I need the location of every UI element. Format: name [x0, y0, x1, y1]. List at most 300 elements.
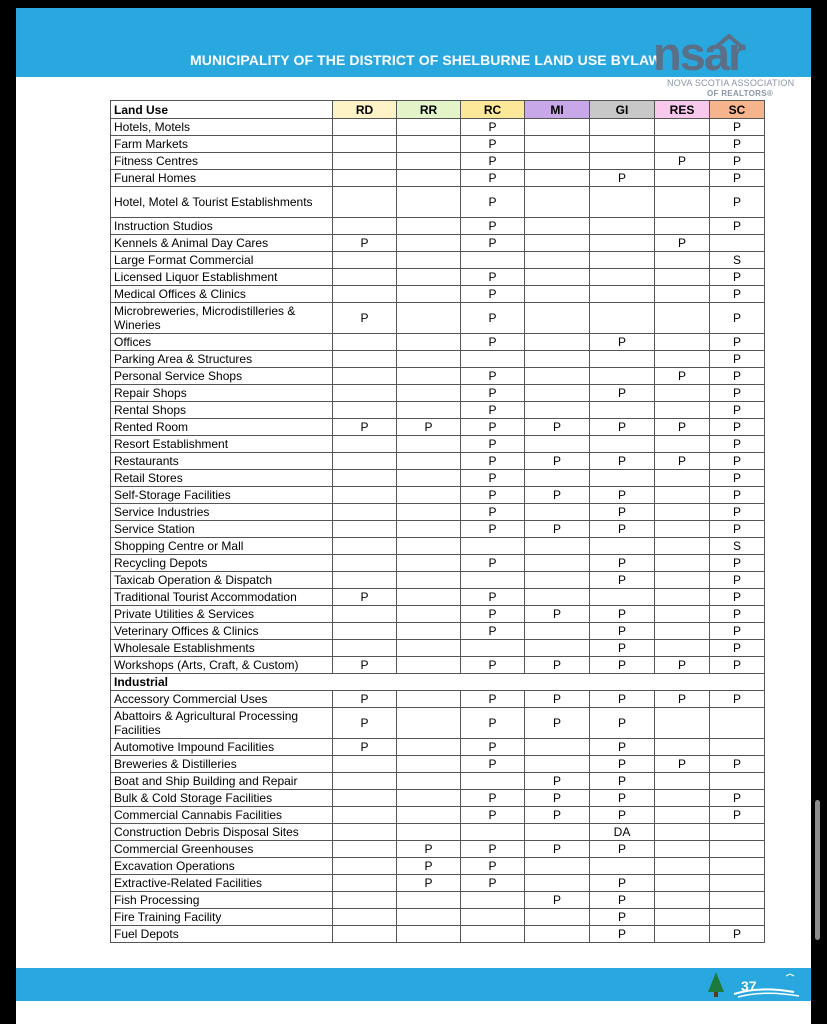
permission-cell: P [461, 303, 525, 334]
permission-cell [655, 790, 710, 807]
permission-cell [590, 351, 655, 368]
permission-cell: P [397, 841, 461, 858]
permission-cell: P [397, 419, 461, 436]
logo-subtitle-2: OF REALTORS® [707, 89, 774, 98]
column-header-land-use: Land Use [111, 101, 333, 119]
permission-cell: P [461, 119, 525, 136]
land-use-cell: Service Industries [111, 504, 333, 521]
permission-cell: P [590, 756, 655, 773]
logo-subtitle: NOVA SCOTIA ASSOCIATION [667, 78, 795, 88]
permission-cell [461, 824, 525, 841]
permission-cell [333, 640, 397, 657]
permission-cell: P [461, 623, 525, 640]
land-use-cell: Parking Area & Structures [111, 351, 333, 368]
permission-cell [333, 504, 397, 521]
permission-cell [655, 640, 710, 657]
permission-cell: P [590, 640, 655, 657]
land-use-cell: Microbreweries, Microdistilleries & Wineries [111, 303, 333, 334]
permission-cell: P [397, 875, 461, 892]
table-row [111, 351, 765, 368]
permission-cell [333, 119, 397, 136]
page-number: 37 [741, 978, 757, 994]
land-use-cell: Boat and Ship Building and Repair [111, 773, 333, 790]
permission-cell [397, 521, 461, 538]
permission-cell [525, 402, 590, 419]
table-row [111, 470, 765, 487]
permission-cell [525, 589, 590, 606]
land-use-cell: Breweries & Distilleries [111, 756, 333, 773]
permission-cell: P [461, 708, 525, 739]
table-row [111, 119, 765, 136]
permission-cell [525, 858, 590, 875]
permission-cell: P [710, 136, 765, 153]
permission-cell [397, 170, 461, 187]
permission-cell [655, 824, 710, 841]
table-row [111, 657, 765, 674]
permission-cell [525, 926, 590, 943]
permission-cell [710, 858, 765, 875]
permission-cell: P [461, 235, 525, 252]
land-use-cell: Retail Stores [111, 470, 333, 487]
table-row [111, 606, 765, 623]
land-use-cell: Recycling Depots [111, 555, 333, 572]
permission-cell [655, 841, 710, 858]
permission-cell [590, 589, 655, 606]
land-use-cell: Bulk & Cold Storage Facilities [111, 790, 333, 807]
permission-cell: P [655, 419, 710, 436]
permission-cell [590, 119, 655, 136]
permission-cell: P [590, 170, 655, 187]
permission-cell: P [655, 368, 710, 385]
permission-cell [655, 436, 710, 453]
permission-cell: P [655, 691, 710, 708]
permission-cell [397, 640, 461, 657]
table-row [111, 136, 765, 153]
permission-cell: P [710, 351, 765, 368]
land-use-cell: Rental Shops [111, 402, 333, 419]
permission-cell [397, 453, 461, 470]
permission-cell: P [397, 858, 461, 875]
permission-cell: P [461, 269, 525, 286]
permission-cell [525, 235, 590, 252]
permission-cell [590, 303, 655, 334]
permission-cell [397, 538, 461, 555]
permission-cell [333, 790, 397, 807]
column-header-rr: RR [397, 101, 461, 119]
permission-cell [525, 218, 590, 235]
permission-cell [397, 623, 461, 640]
permission-cell: P [590, 555, 655, 572]
land-use-cell: Resort Establishment [111, 436, 333, 453]
document-page [16, 8, 811, 1024]
permission-cell [525, 170, 590, 187]
permission-cell [590, 538, 655, 555]
table-row [111, 538, 765, 555]
permission-cell: P [461, 521, 525, 538]
permission-cell [397, 555, 461, 572]
table-row [111, 640, 765, 657]
permission-cell [333, 436, 397, 453]
permission-cell: P [710, 436, 765, 453]
house-roof-icon [714, 34, 744, 48]
permission-cell: S [710, 252, 765, 269]
permission-cell [397, 119, 461, 136]
permission-cell [397, 402, 461, 419]
permission-cell [525, 555, 590, 572]
land-use-cell: Rented Room [111, 419, 333, 436]
permission-cell: P [590, 606, 655, 623]
permission-cell: P [461, 739, 525, 756]
permission-cell [590, 153, 655, 170]
permission-cell [655, 303, 710, 334]
permission-cell [397, 892, 461, 909]
land-use-cell: Personal Service Shops [111, 368, 333, 385]
permission-cell: P [590, 773, 655, 790]
permission-cell [333, 218, 397, 235]
table-row [111, 892, 765, 909]
land-use-cell: Traditional Tourist Accommodation [111, 589, 333, 606]
permission-cell: P [590, 841, 655, 858]
permission-cell: P [525, 807, 590, 824]
table-row [111, 286, 765, 303]
permission-cell: P [461, 756, 525, 773]
land-use-cell: Fish Processing [111, 892, 333, 909]
permission-cell: P [590, 334, 655, 351]
table-row [111, 252, 765, 269]
permission-cell: P [710, 926, 765, 943]
land-use-cell: Repair Shops [111, 385, 333, 402]
permission-cell [655, 623, 710, 640]
permission-cell: P [710, 303, 765, 334]
permission-cell [333, 153, 397, 170]
permission-cell [397, 790, 461, 807]
permission-cell: P [461, 385, 525, 402]
table-row [111, 385, 765, 402]
footer-band [16, 968, 811, 1001]
table-row [111, 824, 765, 841]
permission-cell: P [590, 572, 655, 589]
table-row [111, 572, 765, 589]
permission-cell: P [525, 657, 590, 674]
land-use-cell: Private Utilities & Services [111, 606, 333, 623]
permission-cell [590, 235, 655, 252]
permission-cell [590, 269, 655, 286]
table-row [111, 218, 765, 235]
permission-cell [333, 807, 397, 824]
permission-cell [397, 756, 461, 773]
table-row [111, 756, 765, 773]
table-row [111, 674, 765, 691]
permission-cell: P [461, 555, 525, 572]
permission-cell [397, 368, 461, 385]
permission-cell [525, 119, 590, 136]
permission-cell: P [710, 334, 765, 351]
column-header-res: RES [655, 101, 710, 119]
land-use-cell: Veterinary Offices & Clinics [111, 623, 333, 640]
permission-cell: P [525, 841, 590, 858]
permission-cell: P [710, 807, 765, 824]
permission-cell [333, 773, 397, 790]
permission-cell: P [461, 807, 525, 824]
permission-cell [525, 187, 590, 218]
permission-cell [333, 470, 397, 487]
permission-cell: P [710, 170, 765, 187]
permission-cell [397, 657, 461, 674]
permission-cell [397, 218, 461, 235]
permission-cell [655, 402, 710, 419]
permission-cell [710, 875, 765, 892]
table-row [111, 773, 765, 790]
column-header-rd: RD [333, 101, 397, 119]
permission-cell: P [461, 657, 525, 674]
permission-cell: P [333, 303, 397, 334]
permission-cell [397, 136, 461, 153]
permission-cell: P [710, 470, 765, 487]
permission-cell: P [655, 453, 710, 470]
permission-cell [590, 368, 655, 385]
permission-cell: P [590, 419, 655, 436]
permission-cell: P [710, 286, 765, 303]
permission-cell: P [710, 119, 765, 136]
permission-cell [710, 824, 765, 841]
permission-cell [461, 640, 525, 657]
permission-cell [710, 892, 765, 909]
permission-cell [655, 136, 710, 153]
permission-cell [525, 470, 590, 487]
permission-cell [655, 773, 710, 790]
permission-cell: P [710, 589, 765, 606]
table-row [111, 708, 765, 739]
permission-cell [333, 538, 397, 555]
permission-cell: P [333, 589, 397, 606]
permission-cell [525, 623, 590, 640]
permission-cell [397, 487, 461, 504]
permission-cell: P [333, 739, 397, 756]
permission-cell [655, 555, 710, 572]
permission-cell: P [525, 487, 590, 504]
table-row [111, 504, 765, 521]
permission-cell: P [710, 504, 765, 521]
permission-cell [397, 385, 461, 402]
table-row [111, 453, 765, 470]
permission-cell [397, 303, 461, 334]
table-row [111, 487, 765, 504]
column-header-rc: RC [461, 101, 525, 119]
table-row [111, 926, 765, 943]
permission-cell [655, 572, 710, 589]
permission-cell [525, 504, 590, 521]
permission-cell [525, 153, 590, 170]
permission-cell [590, 252, 655, 269]
permission-cell: P [590, 892, 655, 909]
permission-cell [461, 351, 525, 368]
permission-cell [525, 739, 590, 756]
permission-cell [333, 555, 397, 572]
permission-cell [333, 521, 397, 538]
land-use-cell: Service Station [111, 521, 333, 538]
permission-cell [397, 153, 461, 170]
permission-cell [525, 385, 590, 402]
permission-cell: P [710, 623, 765, 640]
table-row [111, 875, 765, 892]
land-use-cell: Medical Offices & Clinics [111, 286, 333, 303]
permission-cell: P [590, 708, 655, 739]
permission-cell [333, 402, 397, 419]
permission-cell [655, 286, 710, 303]
logo-wordmark: nsar [653, 27, 745, 80]
table-row [111, 739, 765, 756]
permission-cell [333, 909, 397, 926]
permission-cell: P [590, 909, 655, 926]
permission-cell [333, 824, 397, 841]
permission-cell: P [525, 790, 590, 807]
land-use-cell: Automotive Impound Facilities [111, 739, 333, 756]
table-row [111, 235, 765, 252]
permission-cell [655, 269, 710, 286]
permission-cell [397, 504, 461, 521]
permission-cell [525, 303, 590, 334]
permission-cell [333, 606, 397, 623]
land-use-cell: Commercial Cannabis Facilities [111, 807, 333, 824]
permission-cell [333, 572, 397, 589]
permission-cell [655, 858, 710, 875]
permission-cell [397, 269, 461, 286]
permission-cell [333, 351, 397, 368]
permission-cell: P [461, 436, 525, 453]
permission-cell: P [525, 521, 590, 538]
permission-cell [397, 334, 461, 351]
permission-cell [333, 385, 397, 402]
table-row [111, 269, 765, 286]
permission-cell [397, 470, 461, 487]
land-use-cell: Excavation Operations [111, 858, 333, 875]
permission-cell [710, 708, 765, 739]
table-row [111, 807, 765, 824]
permission-cell [590, 402, 655, 419]
permission-cell: P [710, 555, 765, 572]
permission-cell [397, 351, 461, 368]
land-use-cell: Kennels & Animal Day Cares [111, 235, 333, 252]
land-use-cell: Farm Markets [111, 136, 333, 153]
column-header-gi: GI [590, 101, 655, 119]
permission-cell [333, 892, 397, 909]
permission-cell [461, 773, 525, 790]
permission-cell: P [710, 606, 765, 623]
permission-cell: P [655, 657, 710, 674]
permission-cell: P [590, 487, 655, 504]
permission-cell [655, 385, 710, 402]
permission-cell: P [461, 504, 525, 521]
permission-cell [525, 252, 590, 269]
land-use-cell: Funeral Homes [111, 170, 333, 187]
permission-cell [590, 187, 655, 218]
permission-cell [655, 708, 710, 739]
table-row [111, 841, 765, 858]
permission-cell: P [461, 419, 525, 436]
permission-cell: S [710, 538, 765, 555]
land-use-cell: Abattoirs & Agricultural Processing Facilities [111, 708, 333, 739]
permission-cell: P [710, 756, 765, 773]
land-use-cell: Taxicab Operation & Dispatch [111, 572, 333, 589]
land-use-cell: Hotels, Motels [111, 119, 333, 136]
permission-cell [525, 269, 590, 286]
table-row [111, 589, 765, 606]
permission-cell [525, 875, 590, 892]
land-use-cell: Offices [111, 334, 333, 351]
permission-cell [655, 218, 710, 235]
permission-cell [333, 453, 397, 470]
permission-cell [525, 368, 590, 385]
permission-cell: P [710, 419, 765, 436]
permission-cell [590, 470, 655, 487]
permission-cell [655, 739, 710, 756]
permission-cell [397, 436, 461, 453]
permission-cell [333, 170, 397, 187]
permission-cell: P [333, 419, 397, 436]
permission-cell: P [525, 606, 590, 623]
permission-cell: P [461, 790, 525, 807]
permission-cell [461, 926, 525, 943]
permission-cell [333, 623, 397, 640]
nsar-logo [653, 22, 809, 102]
permission-cell: P [710, 453, 765, 470]
permission-cell: P [333, 708, 397, 739]
permission-cell: P [710, 153, 765, 170]
permission-cell [333, 487, 397, 504]
scrollbar[interactable] [815, 800, 820, 940]
permission-cell [397, 606, 461, 623]
permission-cell [397, 926, 461, 943]
permission-cell [397, 235, 461, 252]
permission-cell [655, 606, 710, 623]
permission-cell: P [710, 640, 765, 657]
permission-cell: P [461, 153, 525, 170]
permission-cell [333, 334, 397, 351]
land-use-cell: Licensed Liquor Establishment [111, 269, 333, 286]
permission-cell [655, 909, 710, 926]
table-row [111, 368, 765, 385]
permission-cell [461, 538, 525, 555]
permission-cell [333, 286, 397, 303]
permission-cell [525, 334, 590, 351]
land-use-cell: Wholesale Establishments [111, 640, 333, 657]
permission-cell: P [461, 286, 525, 303]
permission-cell: P [590, 385, 655, 402]
column-header-mi: MI [525, 101, 590, 119]
permission-cell: P [525, 419, 590, 436]
permission-cell: P [461, 470, 525, 487]
permission-cell: P [710, 368, 765, 385]
permission-cell: P [461, 589, 525, 606]
permission-cell [655, 252, 710, 269]
permission-cell [655, 589, 710, 606]
permission-cell [590, 436, 655, 453]
table-row [111, 909, 765, 926]
permission-cell: P [590, 504, 655, 521]
permission-cell [525, 136, 590, 153]
permission-cell [333, 252, 397, 269]
land-use-cell: Instruction Studios [111, 218, 333, 235]
permission-cell [710, 739, 765, 756]
permission-cell [525, 436, 590, 453]
permission-cell [397, 691, 461, 708]
permission-cell: P [525, 892, 590, 909]
permission-cell: P [590, 807, 655, 824]
permission-cell: P [461, 875, 525, 892]
permission-cell: P [710, 691, 765, 708]
permission-cell: P [710, 269, 765, 286]
permission-cell [333, 875, 397, 892]
